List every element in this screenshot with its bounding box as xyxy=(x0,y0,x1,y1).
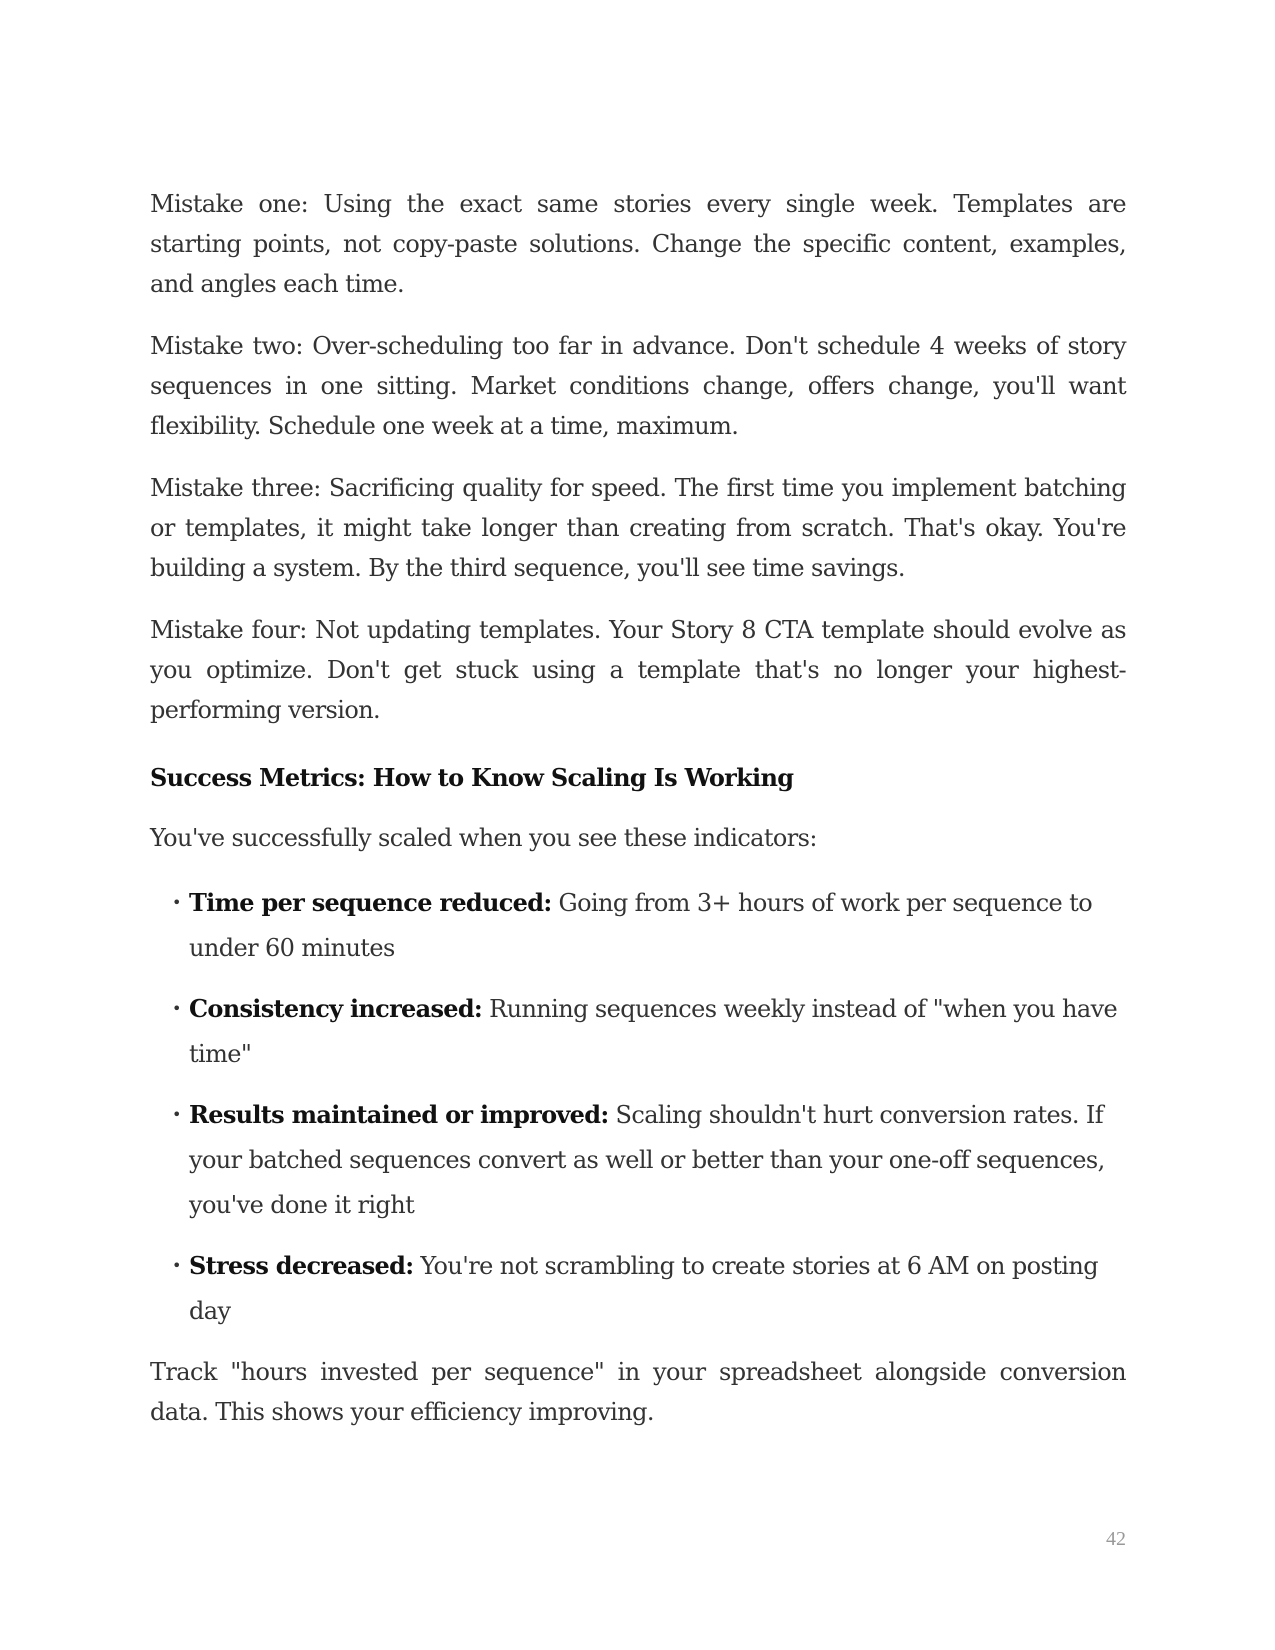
bullet-icon: • xyxy=(172,1256,181,1275)
list-item xyxy=(172,1092,1126,1228)
paragraph-mistake-four: Mistake four: Not updating templates. Your Story 8 CTA template should evolve as you optimize. Don't get stuck using a template that's no longer your highest-performing version. xyxy=(150,616,1126,724)
paragraph-mistake-two: Mistake two: Over-scheduling too far in advance. Don't schedule 4 weeks of story sequences in one sitting. Market conditions change, offers change, you'll want flexibility. Schedule one week at a time, maximum. xyxy=(150,332,1126,440)
list-item-label: Consistency increased: xyxy=(189,994,483,1023)
list-item-text: Running sequences weekly instead of "when you have time" xyxy=(189,995,1118,1068)
list-item xyxy=(172,880,1126,971)
paragraph-mistake-one: Mistake one: Using the exact same stories every single week. Templates are starting points, not copy-paste solutions. Change the specific content, examples, and angles each time. xyxy=(150,190,1126,298)
page-number: 42 xyxy=(1106,1528,1126,1550)
bullet-icon: • xyxy=(172,999,181,1018)
list-item-label: Time per sequence reduced: xyxy=(189,888,552,917)
indicator-list xyxy=(150,880,1126,1334)
bullet-icon: • xyxy=(172,893,181,912)
paragraph-closing: Track "hours invested per sequence" in your spreadsheet alongside conversion data. This shows your efficiency improving. xyxy=(150,1358,1126,1426)
list-item-label: Stress decreased: xyxy=(189,1251,414,1280)
bullet-icon: • xyxy=(172,1105,181,1124)
paragraph-mistake-three: Mistake three: Sacrificing quality for speed. The first time you implement batching or templates, it might take longer than creating from scratch. That's okay. You're building a system. By the third sequence, you'll see time savings. xyxy=(150,474,1126,582)
list-item xyxy=(172,1243,1126,1334)
section-intro: You've successfully scaled when you see these indicators: xyxy=(150,824,817,852)
list-item-text: Scaling shouldn't hurt conversion rates. If your batched sequences convert as well or better than your one-off sequences, you've done it right xyxy=(189,1101,1105,1219)
section-heading: Success Metrics: How to Know Scaling Is Working xyxy=(150,763,794,792)
list-item-label: Results maintained or improved: xyxy=(189,1100,609,1129)
document-page xyxy=(150,184,1126,1454)
list-item xyxy=(172,986,1126,1077)
list-item-text: Going from 3+ hours of work per sequence to under 60 minutes xyxy=(189,889,1093,962)
list-item-text: You're not scrambling to create stories at 6 AM on posting day xyxy=(189,1252,1098,1325)
